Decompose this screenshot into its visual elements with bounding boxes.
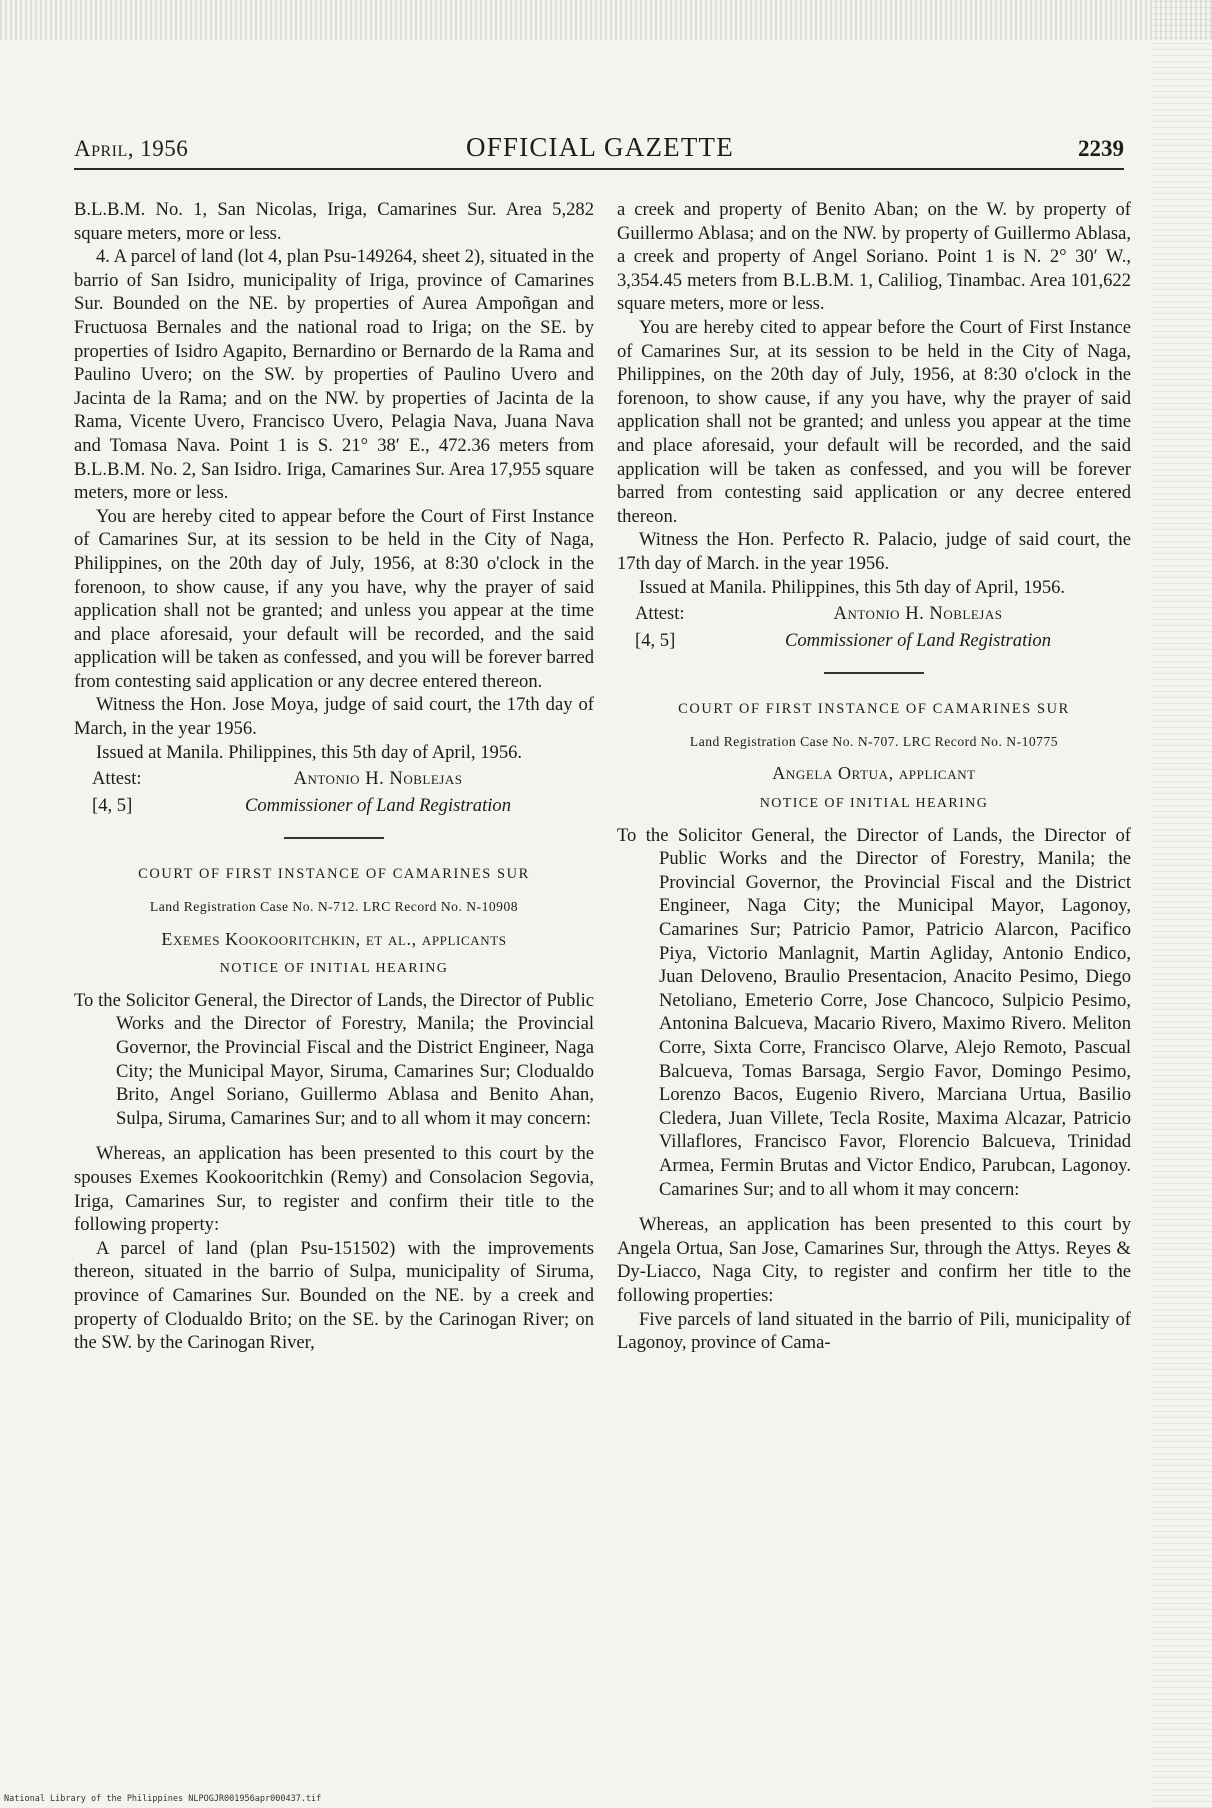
header-date: April, 1956 (74, 136, 189, 161)
paragraph: Witness the Hon. Jose Moya, judge of said court, the 17th day of March, in the year 1956. (74, 694, 594, 740)
section-divider (284, 837, 384, 839)
header-rule (74, 168, 1124, 170)
case-number: Land Registration Case No. N-707. LRC Record No. N-10775 (689, 733, 1059, 749)
scan-noise-right (1152, 0, 1212, 1808)
notice-heading: NOTICE OF INITIAL HEARING (219, 961, 449, 977)
paragraph: Five parcels of land situated in the barrio of Pili, municipality of Lagonoy, province of Cama- (617, 1308, 1131, 1354)
attest-name: Antonio H. Noblejas (293, 768, 463, 790)
page-header (74, 128, 1124, 168)
paragraph: A parcel of land (plan Psu-151502) with the improvements thereon, situated in the barrio of Sulpa, municipality of Siruma, province of Camarines Sur. Bounded on the NE. by a creek and property of Clodualdo Brito; on the SE. by the Carinogan River; on the SW. by the Carinogan River, (74, 1237, 594, 1354)
attest-label: Attest: (92, 768, 142, 790)
addressees: To the Solicitor General, the Director of Lands, the Director of Public Works and the Director of Forestry, Manila; the Provincial Governor, the Provincial Fiscal and the District Engineer, Naga City; the Municipal Mayor, Siruma, Camarines Sur; Clodualdo Brito, Angel Soriano, Guillermo Ablasa and Benito Ahan, Sulpa, Siruma, Camarines Sur; and to all whom it may concern: (74, 989, 594, 1129)
left-column (74, 198, 594, 1355)
paragraph: Issued at Manila. Philippines, this 5th day of April, 1956. (96, 741, 523, 763)
court-heading: COURT OF FIRST INSTANCE OF CAMARINES SUR (678, 701, 1070, 718)
section-divider (824, 672, 924, 674)
attest-title: Commissioner of Land Registration (244, 794, 511, 816)
attest-ref: [4, 5] (92, 794, 133, 816)
attest-title: Commissioner of Land Registration (784, 629, 1051, 651)
attest-block (74, 767, 594, 791)
scan-footer: National Library of the Philippines NLPOGJR001956apr000437.tif (4, 1794, 322, 1804)
attest-block (617, 629, 1131, 653)
paragraph: 4. A parcel of land (lot 4, plan Psu-149264, sheet 2), situated in the barrio of San Isidro, municipality of Iriga, province of Camarines Sur. Bounded on the NE. by properties of Aurea Ampoñgan and Fructuosa Bernales and the national road to Iriga; on the SE. by properties of Isidro Agapito, Bernardino or Bernardo de la Rama and Paulino Uvero; on the SW. by properties of Paulino Uvero and Jacinta de la Rama; and on the NW. by properties of Jacinta de la Rama, Vicente Uvero, Francisco Uvero, Pelagia Nava, Juana Nava and Tomasa Nava. Point 1 is S. 21° 38′ E., 472.36 meters from B.L.B.M. No. 2, San Isidro. Iriga, Camarines Sur. Area 17,955 square meters, more or less. (74, 246, 594, 504)
page-number: 2239 (1078, 136, 1124, 161)
paragraph: Witness the Hon. Perfecto R. Palacio, judge of said court, the 17th day of March. in the year 1956. (617, 529, 1131, 574)
scan-noise-top (0, 0, 1212, 40)
attest-block (74, 794, 594, 818)
paragraph: a creek and property of Benito Aban; on the W. by property of Guillermo Ablasa; and on the NW. by property of Guillermo Ablasa, a creek and property of Angel Soriano. Point 1 is N. 2° 30′ W., 3,354.45 meters from B.L.B.M. 1, Caliliog, Tinambac. Area 101,622 square meters, more or less. (617, 199, 1131, 315)
paragraph: You are hereby cited to appear before the Court of First Instance of Camarines Sur, at its session to be held in the City of Naga, Philippines, on the 20th day of July, 1956, at 8:30 o'clock in the forenoon, to show cause, if any you have, why the prayer of said application shall not be granted; and unless you appear at the time and place aforesaid, your default will be recorded, and the said application will be taken as confessed, and you will be forever barred from contesting said application or any decree entered thereon. (617, 316, 1131, 527)
applicant-name: Exemes Kookooritchkin, et al., applicants (161, 928, 507, 949)
paragraph: Whereas, an application has been presented to this court by the spouses Exemes Kookooritchkin (Remy) and Consolacion Segovia, Iriga, Camarines Sur, to register and confirm their title to the following property: (74, 1143, 594, 1236)
paragraph: You are hereby cited to appear before the Court of First Instance of Camarines Sur, at its session to be held in the City of Naga, Philippines, on the 20th day of July, 1956, at 8:30 o'clock in the forenoon, to show cause, if any you have, why the prayer of said application shall not be granted; and unless you appear at the time and place aforesaid, your default will be recorded, and the said application will be taken as confessed, and you will be forever barred from contesting said application or any decree entered thereon. (74, 505, 594, 692)
paragraph: Issued at Manila. Philippines, this 5th day of April, 1956. (639, 576, 1066, 598)
publication-title: OFFICIAL GAZETTE (466, 132, 734, 162)
court-heading: COURT OF FIRST INSTANCE OF CAMARINES SUR (138, 866, 530, 883)
notice-heading: NOTICE OF INITIAL HEARING (759, 796, 989, 812)
attest-name: Antonio H. Noblejas (833, 603, 1003, 625)
applicant-name: Angela Ortua, applicant (772, 763, 976, 784)
right-column (617, 198, 1131, 1355)
paragraph: Whereas, an application has been presented to this court by Angela Ortua, San Jose, Camarines Sur, through the Attys. Reyes & Dy-Liacco, Naga City, to register and confirm her title to the following properties: (617, 1214, 1131, 1306)
attest-label: Attest: (635, 603, 685, 625)
case-number: Land Registration Case No. N-712. LRC Record No. N-10908 (149, 899, 519, 915)
attest-block (617, 602, 1131, 626)
paragraph: B.L.B.M. No. 1, San Nicolas, Iriga, Camarines Sur. Area 5,282 square meters, more or less. (74, 199, 594, 244)
attest-ref: [4, 5] (635, 629, 676, 651)
addressees: To the Solicitor General, the Director of Lands, the Director of Public Works and the Director of Forestry, Manila; the Provincial Governor, the Provincial Fiscal and the District Engineer, Naga City; the Municipal Mayor, Lagonoy, Camarines Sur; Patricio Pamor, Patricio Alarcon, Pacifico Piya, Victorio Manlagnit, Martin Agliday, Antonio Endico, Juan Deloveno, Braulio Presentacion, Anacito Pesimo, Diego Netoliano, Emeterio Corre, Jose Chancoco, Sulpicio Pesimo, Antonina Balcueva, Macario Rivero, Maximo Rivero. Meliton Corre, Sixta Corre, Francisco Olarve, Alejo Remoto, Pascual Balcueva, Tomas Barsaga, Sergio Favor, Domingo Pesimo, Lorenzo Bacos, Eugenio Rivero, Marciana Urtua, Basilio Cledera, Juan Villete, Tecla Rosite, Maxima Alcazar, Patricio Villaflores, Francisco Favor, Florencio Balcueva, Trinidad Armea, Fermin Brutas and Victor Endico, Parubcan, Lagonoy. Camarines Sur; and to all whom it may concern: (617, 824, 1131, 1200)
